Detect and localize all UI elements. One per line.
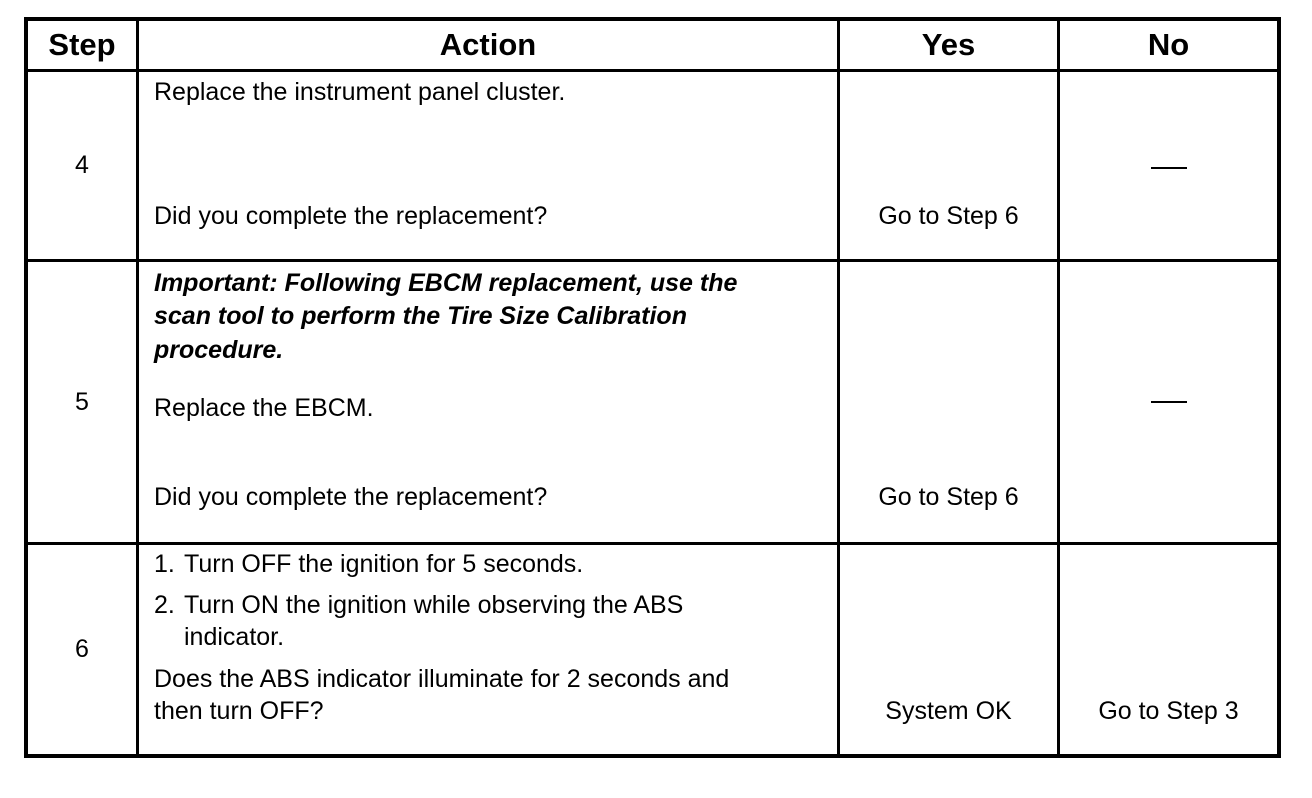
header-no: No [1060, 21, 1277, 72]
step-6-yes-text: System OK [885, 697, 1012, 725]
step-5-yes-text: Go to Step 6 [878, 483, 1019, 511]
step-4-instruction: Replace the instrument panel cluster. [154, 78, 566, 106]
step-6-list-item-2-cont [154, 621, 284, 654]
step-5-question: Did you complete the replacement? [154, 483, 548, 511]
step-6-question-line-2: then turn OFF? [154, 697, 324, 725]
diagnostic-table [24, 17, 1281, 758]
step-6-no-text: Go to Step 3 [1098, 697, 1239, 725]
list-item-2-text-line-2: indicator. [184, 623, 285, 651]
step-6-number: 6 [28, 545, 139, 754]
list-item-1-text: Turn OFF the ignition for 5 seconds. [184, 550, 584, 578]
step-4-no [1060, 72, 1277, 262]
step-5-no-dash [1151, 401, 1187, 403]
step-4-no-dash [1151, 167, 1187, 169]
step-5-important-line-1: Important: Following EBCM replacement, use the [154, 269, 738, 297]
step-5-instruction: Replace the EBCM. [154, 394, 374, 422]
step-6-action [139, 545, 840, 754]
step-4-action [139, 72, 840, 262]
step-6-yes [840, 545, 1060, 754]
step-5-action [139, 262, 840, 545]
step-5-important-line-3: procedure. [154, 336, 284, 364]
step-4-yes-text: Go to Step 6 [878, 202, 1019, 230]
step-5-important-line-2: scan tool to perform the Tire Size Calibration [154, 302, 687, 330]
step-4-question: Did you complete the replacement? [154, 202, 548, 230]
step-6-list-item-2 [154, 589, 683, 622]
list-item-2-text-line-1: Turn ON the ignition while observing the ABS [184, 591, 684, 619]
header-action: Action [139, 21, 840, 72]
step-5-number: 5 [28, 262, 139, 545]
step-4-yes [840, 72, 1060, 262]
step-4-number: 4 [28, 72, 139, 262]
step-5-no [1060, 262, 1277, 545]
step-6-question-line-1: Does the ABS indicator illuminate for 2 seconds and [154, 665, 730, 693]
list-item-2-number: 2. [154, 591, 175, 619]
step-6-list-item-1 [154, 548, 583, 581]
step-6-no [1060, 545, 1277, 754]
header-step: Step [28, 21, 139, 72]
list-item-1-number: 1. [154, 550, 175, 578]
header-yes: Yes [840, 21, 1060, 72]
step-5-yes [840, 262, 1060, 545]
